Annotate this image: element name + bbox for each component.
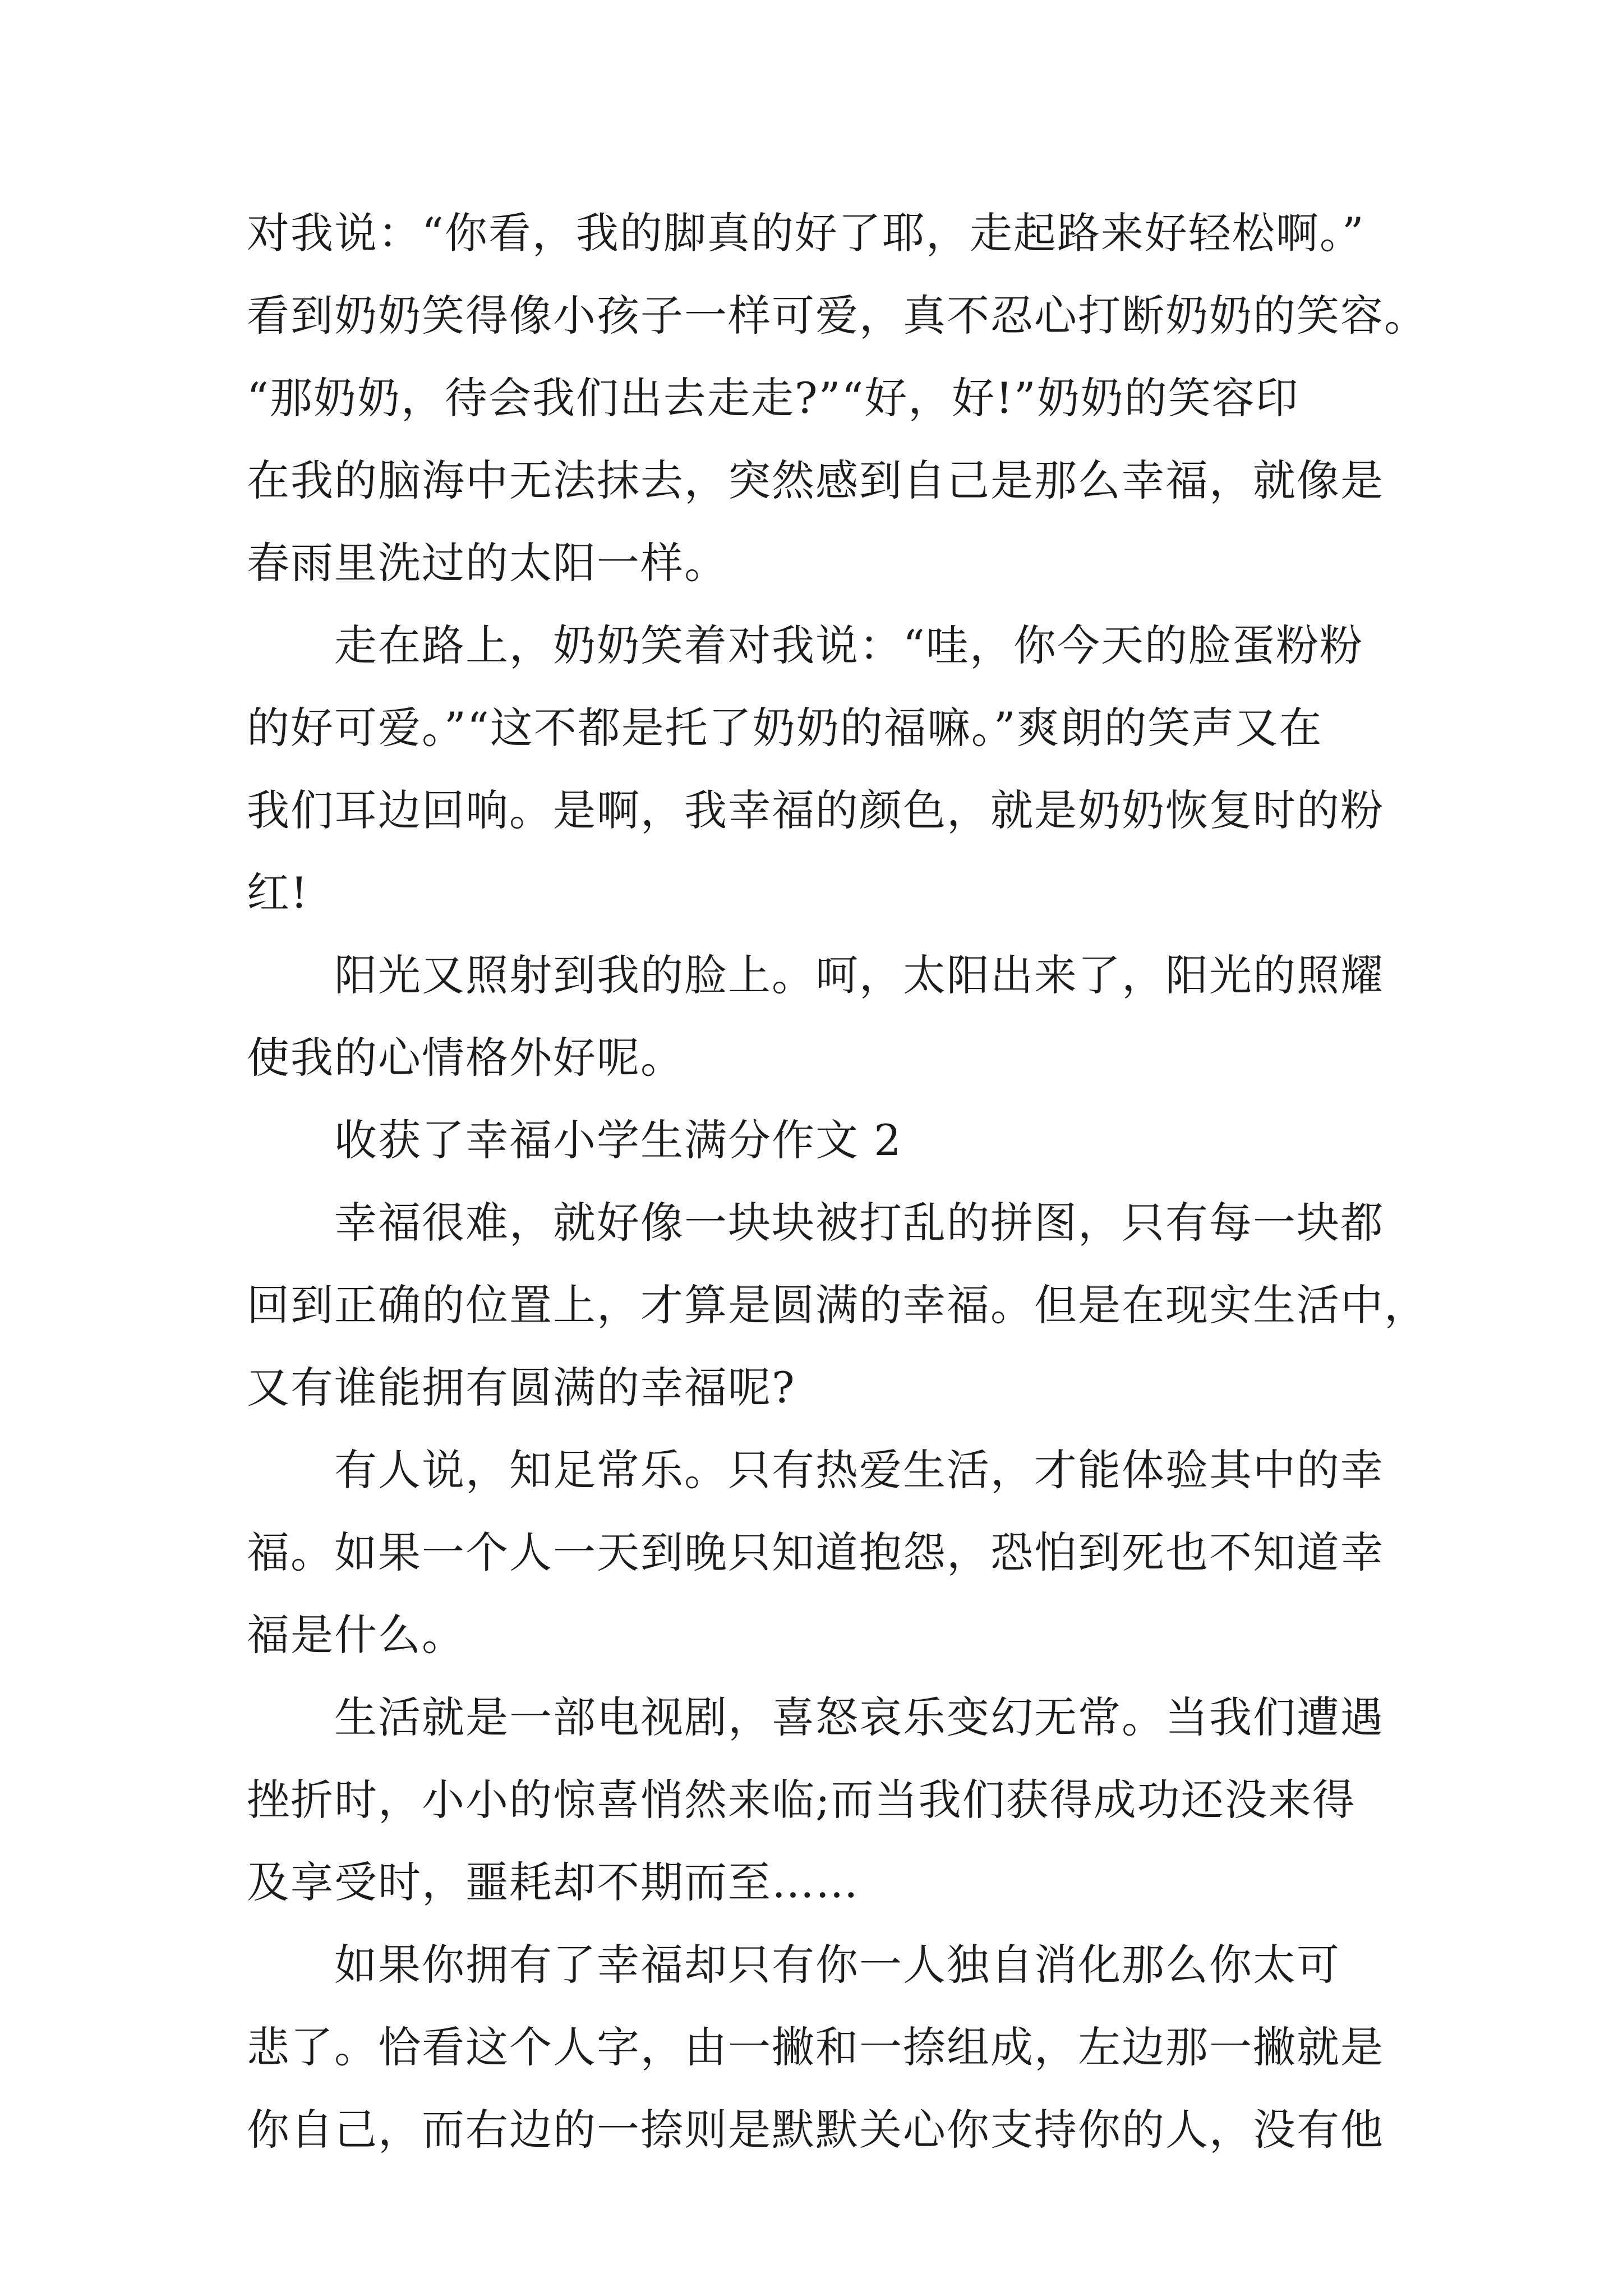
text-line: 我们耳边回响。是啊，我幸福的颜色，就是奶奶恢复时的粉 bbox=[247, 785, 1384, 835]
paragraph-start: 阳光又照射到我的脸上。呵，太阳出来了，阳光的照耀 bbox=[334, 950, 1384, 1000]
text-line: 悲了。恰看这个人字，由一撇和一捺组成，左边那一撇就是 bbox=[247, 2022, 1384, 2072]
paragraph-start: 幸福很难，就好像一块块被打乱的拼图，只有每一块都 bbox=[334, 1198, 1384, 1248]
text-line: “那奶奶，待会我们出去走走?”“好，好!”奶奶的笑容印 bbox=[247, 373, 1299, 423]
text-line: 又有谁能拥有圆满的幸福呢? bbox=[247, 1363, 796, 1412]
text-line: 在我的脑海中无法抹去，突然感到自己是那么幸福，就像是 bbox=[247, 455, 1384, 505]
text-line: 福是什么。 bbox=[247, 1610, 465, 1660]
text-line: 的好可爱。”“这不都是托了奶奶的福嘛。”爽朗的笑声又在 bbox=[247, 703, 1323, 753]
section-heading: 收获了幸福小学生满分作文 2 bbox=[334, 1115, 902, 1165]
text-line: 挫折时，小小的惊喜悄然来临;而当我们获得成功还没来得 bbox=[247, 1775, 1356, 1825]
text-line: 对我说：“你看，我的脚真的好了耶，走起路来好轻松啊。” bbox=[247, 208, 1365, 258]
text-line: 你自己，而右边的一捺则是默默关心你支持你的人，没有他 bbox=[247, 2105, 1384, 2155]
paragraph-start: 生活就是一部电视剧，喜怒哀乐变幻无常。当我们遭遇 bbox=[334, 1692, 1384, 1742]
text-line: 回到正确的位置上，才算是圆满的幸福。但是在现实生活中， bbox=[247, 1280, 1428, 1330]
paragraph-start: 有人说，知足常乐。只有热爱生活，才能体验其中的幸 bbox=[334, 1445, 1384, 1495]
text-line: 春雨里洗过的太阳一样。 bbox=[247, 538, 728, 588]
text-line: 看到奶奶笑得像小孩子一样可爱，真不忍心打断奶奶的笑容。 bbox=[247, 291, 1428, 341]
text-line: 红! bbox=[247, 868, 309, 918]
paragraph-start: 如果你拥有了幸福却只有你一人独自消化那么你太可 bbox=[334, 1940, 1340, 1990]
text-line: 及享受时，噩耗却不期而至…… bbox=[247, 1857, 859, 1907]
paragraph-start: 走在路上，奶奶笑着对我说：“哇，你今天的脸蛋粉粉 bbox=[334, 620, 1363, 670]
text-line: 福。如果一个人一天到晚只知道抱怨，恐怕到死也不知道幸 bbox=[247, 1527, 1384, 1577]
text-line: 使我的心情格外好呢。 bbox=[247, 1033, 684, 1083]
